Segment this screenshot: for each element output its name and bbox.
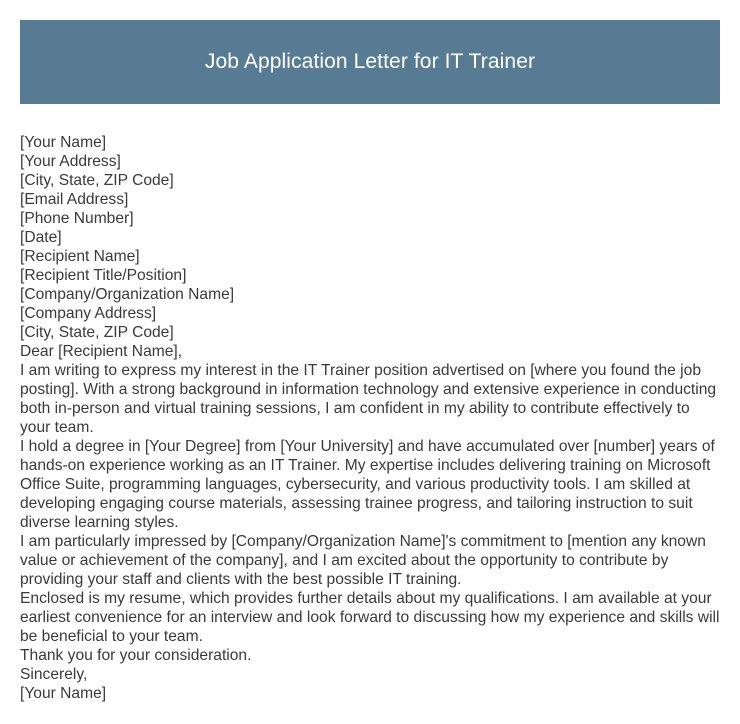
header-banner [20,20,720,104]
signature: [Your Name] [20,685,107,702]
letter-date: [Date] [20,229,62,246]
recipient-name: [Recipient Name] [20,248,140,265]
page-title: Job Application Letter for IT Trainer [204,50,536,73]
recipient-title: [Recipient Title/Position] [20,267,187,284]
company-name: [Company/Organization Name] [20,286,235,303]
sender-name: [Your Name] [20,134,107,151]
company-address: [Company Address] [20,305,157,322]
company-city: [City, State, ZIP Code] [20,324,174,341]
paragraph-thanks: Thank you for your consideration. [20,647,252,664]
paragraph-intro: I am writing to express my interest in the IT Trainer position advertised on [where you found the job posting]. With a strong background in information technology and extensive experience in conducting both in-person and virtual training sessions, I am confident in my ability to contribute effectively to your team. [20,362,717,436]
sender-city: [City, State, ZIP Code] [20,172,174,189]
paragraph-enclosure: Enclosed is my resume, which provides further details about my qualifications. I am available at your earliest convenience for an interview and look forward to discussing how my experience and skills will be beneficial to your team. [20,590,720,645]
paragraph-qualifications: I hold a degree in [Your Degree] from [Your University] and have accumulated over [number] years of hands-on experience working as an IT Trainer. My expertise includes delivering training on Microsoft Office Suite, programming languages, cybersecurity, and various productivity tools. I am skilled at developing engaging course materials, assessing trainee progress, and tailoring instruction to suit diverse learning styles. [20,438,715,531]
salutation: Dear [Recipient Name], [20,343,183,360]
sender-address: [Your Address] [20,153,121,170]
closing: Sincerely, [20,666,88,683]
sender-email: [Email Address] [20,191,129,208]
letter-body [20,133,722,703]
sender-phone: [Phone Number] [20,210,134,227]
paragraph-company: I am particularly impressed by [Company/Organization Name]'s commitment to [mention any known value or achievement of the company], and I am excited about the opportunity to contribute by providing your staff and clients with the best possible IT training. [20,533,706,588]
